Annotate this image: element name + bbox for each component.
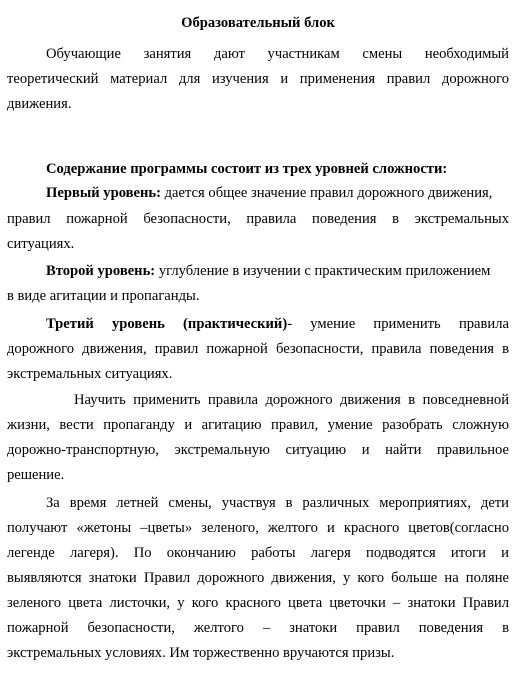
summer-line-1: За время летней смены, участвуя в различных мероприятиях, дети [46, 495, 509, 511]
summer-line-4: выявляются знатоки Правил дорожного движения, у кого больше на поляне [7, 570, 509, 586]
level3-line-3: экстремальных ситуациях. [7, 366, 173, 382]
intro-line-2: теоретический материал для изучения и применения правил дорожного [7, 71, 509, 87]
level1-line-3: ситуациях. [7, 236, 75, 252]
intro-line-3: движения. [7, 96, 72, 112]
level1-line-2: правил пожарной безопасности, правила поведения в экстремальных [7, 211, 509, 227]
level2-line-1: Второй уровень: углубление в изучении с практическим приложением [46, 263, 491, 279]
summer-line-2: получают «жетоны –цветы» зеленого, желтого и красного цветов(согласно [7, 520, 509, 536]
level3-line-1: Третий уровень (практический)- умение применить правила [46, 316, 509, 332]
level1-line-1: Первый уровень: дается общее значение правил дорожного движения, [46, 185, 493, 201]
goal-line-3: дорожно-транспортную, экстремальную ситуацию и найти правильное [7, 442, 509, 458]
page-title: Образовательный блок [181, 15, 335, 31]
intro-line-1: Обучающие занятия дают участникам смены необходимый [46, 46, 509, 62]
goal-line-2: жизни, вести пропаганду и агитацию правил, умение разобрать сложную [7, 417, 509, 433]
level3-label: Третий уровень (практический) [46, 316, 288, 332]
goal-line-1: Научить применить правила дорожного движения в повседневной [74, 392, 509, 408]
content-heading: Содержание программы состоит из трех уровней сложности: [46, 161, 448, 177]
summer-line-7: экстремальных условиях. Им торжественно вручаются призы. [7, 645, 395, 661]
level1-label: Первый уровень: [46, 185, 161, 201]
summer-line-5: зеленого цвета листочки, у кого красного цвета цветочки – знатоки Правил [7, 595, 509, 611]
summer-line-6: пожарной безопасности, желтого – знатоки правил поведения в [7, 620, 509, 636]
summer-line-3: легенде лагеря). По окончанию работы лагеря подводятся итоги и [7, 545, 509, 561]
goal-line-4: решение. [7, 467, 65, 483]
level2-line-2: в виде агитации и пропаганды. [7, 288, 200, 304]
level3-line-2: дорожного движения, правил пожарной безопасности, правила поведения в [7, 341, 509, 357]
level2-label: Второй уровень: [46, 263, 156, 279]
